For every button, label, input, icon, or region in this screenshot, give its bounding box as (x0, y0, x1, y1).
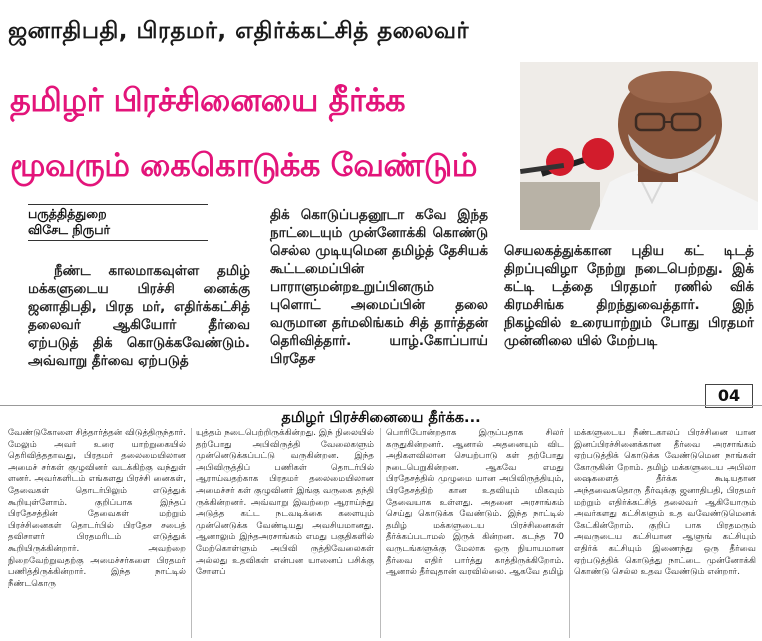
section-divider (0, 405, 762, 406)
continuation-column-1: வேண்டுகோளை சித்தார்த்தன் விடுத்திருந்தார். மேலும் அவர் உரை யாற்றுகையில் தெரிவித்ததாவது, பிரதமர் தலைமையிலான அமைச் சர்கள் குழுவினர் வடக்கிற்கு வந்துள் ளனர். அவர்களிடம் எங்களது பிரச்சி னைகள், தேவைகள் தொடர்பிலும் எடுத்துக் கூறியுள்ளோம். குறிப்பாக இந்தப் பிரதேசத்தின் தேவைகள் மற்றும் பிரச்சினைகள் தொடர்பில் பிரதேச சபைத் தவிசாளர் பிரதமரிடம் எடுத்துக் கூறியிருக்கின்றார். அவற்றை நிறைவேற்றுவதற்கு அமைச்சர்களை பிரதமர் பணித்திருக்கின்றார். இந்த நாட்டில் நீண்டகொரு (8, 428, 186, 589)
headline-line-2: மூவரும் கைகொடுக்க வேண்டும் (10, 146, 477, 184)
body-column-2: திக் கொடுப்பதனூடா கவே இந்த நாட்டையும் முன்னோக்கி கொண்டு செல்ல முடியுமென தமிழ்த் தேசியக் கூட்டமைப்பின் பாராளுமன்றஉறுப்பினரும் புளொட் அமைப்பின் தலை வருமான தர்மலிங்கம் சித் தார்த்தன் தெரிவித்தார். யாழ்.கோப்பாய் பிரதேச (270, 207, 488, 367)
continuation-column-4: மக்களுடைய நீண்டகாலப் பிரச்சினை யான இனப்பிரச்சினைக்கான தீர்வை அரசாங்கம் ஏற்படுத்திக் கொடுக்க வேண்டுமென நாங்கள் கோருகின் றோம். தமிழ் மக்களுடைய அபிலா ஷைகளைத் தீர்க்க கூடியதான அந்தவைகதொரு தீர்வுக்கு ஜனாதிபதி, பிரதமர் மற்றும் எதிர்க்கட்சித் தலைவர் ஆகியோரும் அவர்களது கட்சிகளும் உத வவேண்டுமெனக் கேட்கின்றோம். குறிப் பாக பிரதமரும் அவருடைய கட்சியான ஆளுங் கட்சியும் எதிர்க் கட்சியும் இணைந்து ஒரு தீர்வை ஏற்படுத்திக் கொடுத்து நாட்டை முன்னோக்கி கொண்டு செல்ல உதவ வேண்டும் என்றார். (574, 428, 756, 578)
byline-location: பருத்தித்துறை (28, 206, 107, 221)
byline (28, 204, 208, 238)
continuation-column-3: பொரிபோன்றதாக இருப்பதாக சிலர் கருதுகின்றனர். ஆனால் அதனையும் விட அதிகளவிலான செயற்பாடு கள் தற்போது நடைபெறுகின்றன. ஆகவே எமது பிரதேசத்தில் முழுமை யான அபிவிருத்தியும், பிரதேசத்திற் கான உதவியும் மிகவும் தேவையாக உள்ளது. அதனை அரசாங்கம் செய்து கொடுக்க வேண்டும். இந்த நாட்டில் தமிழ் மக்களுடைய பிரச்சினைகள் தீர்க்கப்படாமல் இருக் கின்றன. கடந்த 70 வருடங்களுக்கு மேலாக ஒரு நியாயமான தீர்வை எதிர் பார்த்து காத்திருக்கிறோம். ஆனால் தீர்வுதான் வரவில்லை. ஆகவே தமிழ் (386, 428, 564, 578)
page-number-badge: 04 (705, 384, 753, 408)
body-column-1: நீண்ட காலமாகவுள்ள தமிழ் மக்களுடைய பிரச்சி னைக்கு ஜனாதிபதி, பிரத மர், எதிர்க்கட்சித் தலைவர் ஆகியோர் தீர்வை ஏற்படுத் திக் கொடுக்கவேண்டும். அவ்வாறு தீர்வை ஏற்படுத் (28, 263, 250, 369)
speaker-photo (520, 62, 758, 230)
byline-role: விசேட நிருபர் (28, 222, 111, 237)
column-rule-2 (380, 428, 381, 638)
column-rule-1 (191, 428, 192, 638)
headline-line-1: தமிழர் பிரச்சினையை தீர்க்க (10, 81, 406, 119)
continuation-title: தமிழர் பிரச்சினையை தீர்க்க... (281, 410, 481, 426)
column-rule-3 (569, 428, 570, 638)
continuation-column-2: யுத்தம் நடைபெற்றிருக்கின்றது. இந் நிலையில் தற்போது அபிவிருத்தி வேலைகளும் முன்னெடுக்கப்பட்டு வருகின்றன. இந்த அபிவிருத்திப் பணிகள் தொடர்பில் ஆராய்வதற்காக பிரதமர் தலைமையிலான அமைச்சர் கள் குழுவினர் இங்கு வருகை தந்தி ருக்கின்றனர். அவ்வாறு இவற்றை ஆராய்ந்து அடுத்த கட்ட நடவடிக்கை களையும் முன்னெடுக்க வேண்டியது அவசியமானது. ஆனாலும் இந்தஅரசாங்கம் எமது பகுதிகளில் மேற்கொள்ளும் அபிவி ருத்திவேலைகள் அல்லது உதவிகள் என்பன யானைப் பசிக்கு சோளப் (196, 428, 374, 578)
body-column-3: செயலகத்துக்கான புதிய கட் டிடத் திறப்புவிழா நேற்று நடைபெற்றது. இக் கட்டி டத்தை பிரதமர் ரணில் விக் கிரமசிங்க திறந்துவைத்தார். இந் நிகழ்வில் உரையாற்றும் போது பிரதமர் முன்னிலை யில் மேற்படி (504, 243, 754, 349)
kicker-line: ஜனாதிபதி, பிரதமர், எதிர்க்கட்சித் தலைவர் (8, 18, 470, 44)
